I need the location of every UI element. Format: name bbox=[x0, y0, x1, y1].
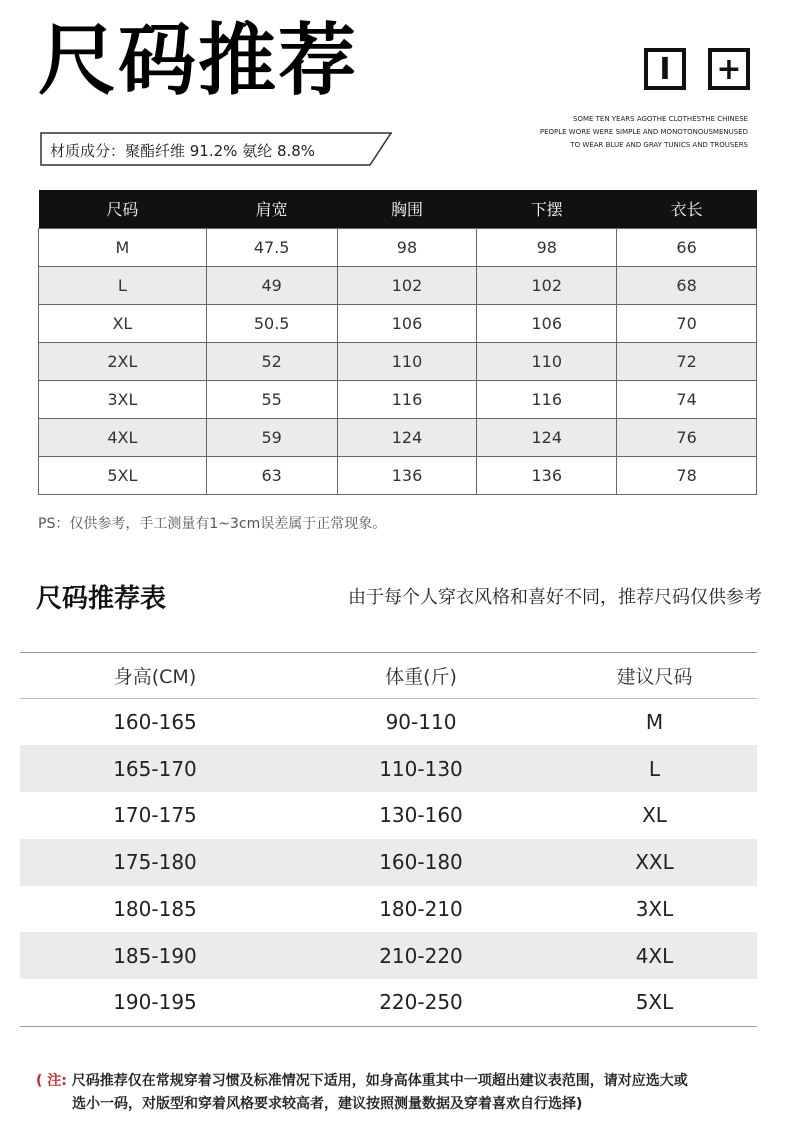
table-row bbox=[20, 745, 757, 792]
footnote bbox=[36, 1070, 756, 1116]
tagline-line: PEOPLE WORE WERE SIMPLE AND MONOTONOUSMENUSED bbox=[539, 128, 748, 136]
table-cell: 98 bbox=[477, 228, 617, 266]
table-row bbox=[39, 266, 757, 304]
tagline-line: TO WEAR BLUE AND GRAY TUNICS AND TROUSERS bbox=[570, 141, 748, 149]
table-cell: 124 bbox=[337, 418, 477, 456]
table-cell: 47.5 bbox=[206, 228, 337, 266]
size-table bbox=[38, 190, 757, 495]
table-cell: 68 bbox=[617, 266, 757, 304]
table-cell: M bbox=[645, 710, 664, 735]
table-cell: 5XL bbox=[635, 990, 674, 1015]
table-cell: 110-130 bbox=[290, 745, 552, 792]
table-row bbox=[20, 932, 757, 979]
table-cell: 136 bbox=[477, 456, 617, 494]
note-line1: 尺码推荐仅在常规穿着习惯及标准情况下适用，如身高体重其中一项超出建议表范围，请对应选大或 bbox=[66, 1073, 688, 1089]
table-row bbox=[39, 456, 757, 494]
column-header: 身高(CM) bbox=[20, 653, 290, 699]
table-cell: 116 bbox=[477, 380, 617, 418]
table-cell: 102 bbox=[477, 266, 617, 304]
table-cell: 136 bbox=[337, 456, 477, 494]
table-cell: 124 bbox=[477, 418, 617, 456]
column-header: 尺码 bbox=[39, 190, 207, 228]
table-cell: 90-110 bbox=[385, 710, 457, 735]
section-subtitle: 由于每个人穿衣风格和喜好不同，推荐尺码仅供参考 bbox=[348, 587, 762, 608]
column-header: 下摆 bbox=[477, 190, 617, 228]
column-header: 肩宽 bbox=[206, 190, 337, 228]
material-box bbox=[40, 132, 392, 166]
english-tagline bbox=[540, 113, 748, 152]
table-cell: 76 bbox=[617, 418, 757, 456]
ps-note: PS：仅供参考，手工测量有1~3cm误差属于正常现象。 bbox=[38, 516, 387, 532]
table-cell: XL bbox=[39, 304, 207, 342]
table-row bbox=[39, 304, 757, 342]
column-header: 胸围 bbox=[337, 190, 477, 228]
table-cell: 72 bbox=[617, 342, 757, 380]
table-cell: 78 bbox=[617, 456, 757, 494]
table-cell: 106 bbox=[337, 304, 477, 342]
table-cell: 160-180 bbox=[290, 839, 552, 886]
table-row bbox=[20, 699, 757, 746]
recommend-table bbox=[20, 652, 757, 1027]
column-header: 衣长 bbox=[617, 190, 757, 228]
table-cell: 49 bbox=[206, 266, 337, 304]
table-cell: 180-185 bbox=[113, 897, 197, 922]
table-cell: L bbox=[39, 266, 207, 304]
table-cell: XXL bbox=[552, 839, 757, 886]
table-cell: 74 bbox=[617, 380, 757, 418]
table-cell: 59 bbox=[206, 418, 337, 456]
table-cell: 190-195 bbox=[113, 990, 197, 1015]
table-cell: 175-180 bbox=[20, 839, 290, 886]
table-cell: 4XL bbox=[39, 418, 207, 456]
i-icon: I bbox=[644, 48, 686, 90]
plus-icon: + bbox=[708, 48, 750, 90]
table-cell: M bbox=[39, 228, 207, 266]
tagline-line: SOME TEN YEARS AGOTHE CLOTHESTHE CHINESE bbox=[573, 115, 748, 123]
page-title: 尺码推荐 bbox=[38, 16, 359, 106]
table-cell: 110 bbox=[337, 342, 477, 380]
table-cell: L bbox=[552, 745, 757, 792]
section-title: 尺码推荐表 bbox=[36, 584, 167, 614]
table-cell: 55 bbox=[206, 380, 337, 418]
table-cell: 165-170 bbox=[20, 745, 290, 792]
table-cell: 210-220 bbox=[290, 932, 552, 979]
table-row bbox=[39, 380, 757, 418]
table-cell: 3XL bbox=[39, 380, 207, 418]
table-cell: 5XL bbox=[39, 456, 207, 494]
table-cell: 170-175 bbox=[113, 803, 197, 828]
table-cell: 3XL bbox=[635, 897, 674, 922]
note-line2: 选小一码，对版型和穿着风格要求较高者，建议按照测量数据及穿着喜欢自行选择) bbox=[72, 1096, 583, 1112]
table-row bbox=[20, 792, 757, 839]
table-cell: 4XL bbox=[552, 932, 757, 979]
table-cell: 130-160 bbox=[379, 803, 463, 828]
table-cell: 220-250 bbox=[379, 990, 463, 1015]
table-row bbox=[39, 418, 757, 456]
table-row bbox=[39, 342, 757, 380]
table-cell: 160-165 bbox=[113, 710, 197, 735]
material-text: 材质成分：聚酯纤维 91.2% 氨纶 8.8% bbox=[50, 142, 316, 160]
table-cell: 116 bbox=[337, 380, 477, 418]
table-cell: 52 bbox=[206, 342, 337, 380]
table-cell: 98 bbox=[337, 228, 477, 266]
table-cell: XL bbox=[642, 803, 667, 828]
table-cell: 70 bbox=[617, 304, 757, 342]
table-cell: 102 bbox=[337, 266, 477, 304]
table-row bbox=[20, 979, 757, 1026]
note-prefix: ( 注: bbox=[36, 1073, 67, 1089]
table-cell: 2XL bbox=[39, 342, 207, 380]
table-row bbox=[20, 886, 757, 933]
table-cell: 185-190 bbox=[20, 932, 290, 979]
table-row bbox=[20, 839, 757, 886]
table-cell: 180-210 bbox=[379, 897, 463, 922]
table-cell: 66 bbox=[617, 228, 757, 266]
table-cell: 50.5 bbox=[206, 304, 337, 342]
table-row bbox=[39, 228, 757, 266]
column-header: 建议尺码 bbox=[552, 653, 757, 699]
column-header: 体重(斤) bbox=[290, 653, 552, 699]
table-cell: 63 bbox=[206, 456, 337, 494]
table-cell: 110 bbox=[477, 342, 617, 380]
table-cell: 106 bbox=[477, 304, 617, 342]
